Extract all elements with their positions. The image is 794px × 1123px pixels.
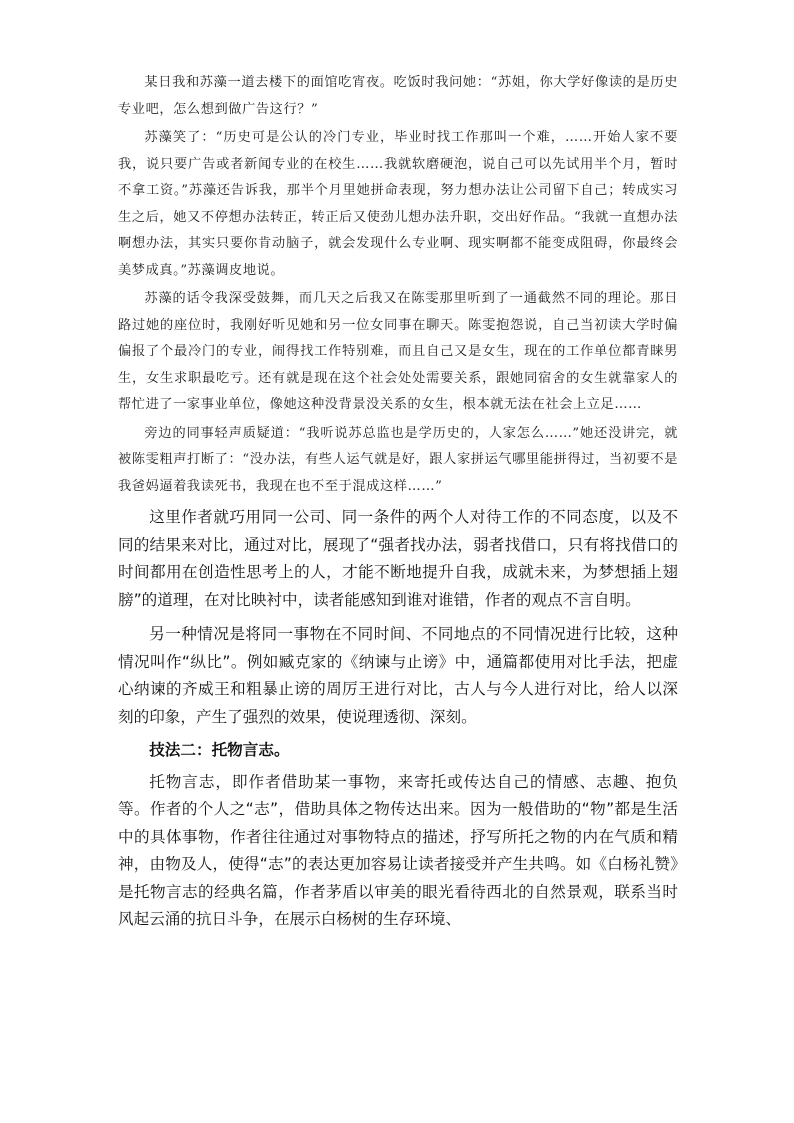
quoted-paragraph-2: 苏藻笑了：“历史可是公认的冷门专业，毕业时找工作那叫一个难，……开始人家不要我，说只要广告或者新闻专业的在校生……我就软磨硬泡，说自己可以先试用半个月，暂时不拿工资。”苏藻还告诉我，那半个月里她拼命表现，努力想办法让公司留下自己；转成实习生之后，她又不停想办法转正，转正后又使劲儿想办法升职，交出好作品。“我就一直想办法啊想办法，其实只要你肯动脑子，就会发现什么专业啊、现实啊都不能变成阻碍，你最终会美梦成真。”苏藻调皮地说。 [118,130,678,278]
document-page [118,70,678,934]
commentary-paragraph-1: 这里作者就巧用同一公司、同一条件的两个人对待工作的不同态度，以及不同的结果来对比，通过对比，展现了“强者找办法，弱者找借口，只有将找借口的时间都用在创造性思考上的人，才能不断地提升自我，成就未来，为梦想插上翅膀”的道理，在对比映衬中，读者能感知到谁对谁错，作者的观点不言自明。 [118,508,678,609]
quoted-paragraph-1: 某日我和苏藻一道去楼下的面馆吃宵夜。吃饭时我问她：“苏姐，你大学好像读的是历史专业吧，怎么想到做广告这行？” [118,75,678,117]
quoted-paragraph-3: 苏藻的话令我深受鼓舞，而几天之后我又在陈雯那里听到了一通截然不同的理论。那日路过她的座位时，我刚好听见她和另一位女同事在聊天。陈雯抱怨说，自己当初读大学时偏偏报了个最冷门的专业，闹得找工作特别难，而且自己又是女生，现在的工作单位都青睐男生，女生求职最吃亏。还有就是现在这个社会处处需要关系，跟她同宿舍的女生就靠家人的帮忙进了一家事业单位，像她这种没背景没关系的女生，根本就无法在社会上立足…… [118,291,678,412]
quoted-passage [118,70,678,500]
commentary-paragraph-2: 另一种情况是将同一事物在不同时间、不同地点的不同情况进行比较，这种情况叫作“纵比”。例如臧克家的《纳谏与止谤》中，通篇都使用对比手法，把虚心纳谏的齐威王和粗暴止谤的周厉王进行对比，古人与今人进行对比，给人以深刻的印象，产生了强烈的效果，使说理透彻、深刻。 [118,625,678,726]
technique-two-heading: 技法二：托物言志。 [149,741,290,759]
commentary-section [118,504,678,731]
technique-two-section [118,737,678,934]
technique-two-paragraph-1: 托物言志，即作者借助某一事物，来寄托或传达自己的情感、志趣、抱负等。作者的个人之“志”，借助具体之物传达出来。因为一般借助的“物”都是生活中的具体事物，作者往往通过对事物特点的描述，抒写所托之物的内在气质和精神，由物及人，使得“志”的表达更加容易让读者接受并产生共鸣。如《白杨礼赞》是托物言志的经典名篇，作者茅盾以审美的眼光看待西北的自然景观，联系当时风起云涌的抗日斗争，在展示白杨树的生存环境、 [118,772,678,928]
quoted-paragraph-4: 旁边的同事轻声质疑道：“我听说苏总监也是学历史的，人家怎么……”她还没讲完，就被陈雯粗声打断了：“没办法，有些人运气就是好，跟人家拼运气哪里能拼得过，当初要不是我爸妈逼着我读死书，我现在也不至于混成这样……” [118,425,678,494]
